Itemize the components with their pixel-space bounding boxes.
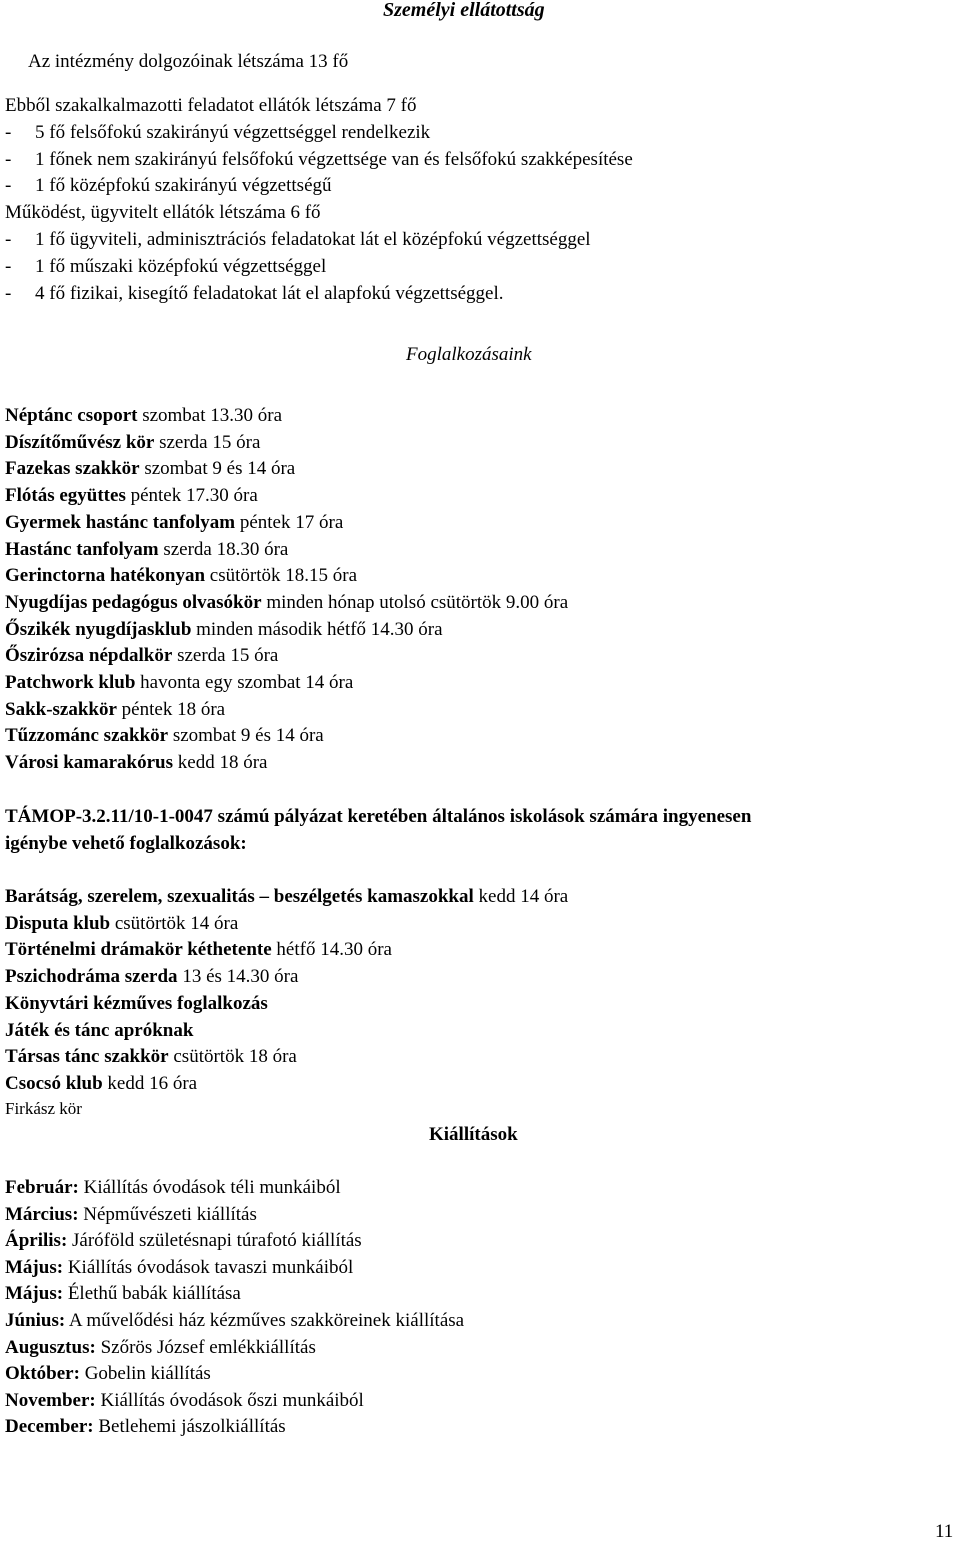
exhibition-item [5, 1391, 364, 1410]
activity-time: szombat 9 és 14 óra [168, 725, 324, 747]
activity-name: Fazekas szakkör [5, 458, 140, 480]
activity-item [5, 540, 288, 559]
staff-line-text: Működést, ügyvitelt ellátók létszáma 6 fő [5, 202, 321, 224]
activity-time: péntek 17.30 óra [125, 485, 258, 507]
exhibitions-title: Kiállítások [429, 1124, 518, 1145]
staff-line-text: 4 fő fizikai, kisegítő feladatokat lát el alapfokú végzettséggel. [35, 282, 504, 304]
staff-line [5, 150, 633, 169]
tamop-item-name: Történelmi drámakör kéthetente [5, 939, 272, 961]
exhibition-text: Kiállítás óvodások őszi munkáiból [95, 1389, 364, 1411]
exhibition-month: Október: [5, 1363, 80, 1385]
exhibition-item [5, 1338, 316, 1357]
activity-name: Díszítőművész kör [5, 431, 155, 453]
exhibition-item [5, 1284, 241, 1303]
exhibition-month: November: [5, 1389, 96, 1411]
exhibition-text: Szőrös József emlékkiállítás [95, 1336, 316, 1358]
activity-time: kedd 18 óra [173, 752, 268, 774]
staff-line-text: 1 fő ügyviteli, adminisztrációs feladatokat lát el középfokú végzettséggel [35, 229, 591, 250]
activity-item [5, 459, 295, 478]
activity-name: Hastánc tanfolyam [5, 538, 159, 560]
activity-item [5, 673, 353, 692]
tamop-item-time: csütörtök 18 óra [168, 1046, 297, 1068]
firkasz-item: Firkász kör [5, 1099, 82, 1118]
activity-item [5, 700, 225, 719]
list-dash: - [5, 121, 12, 143]
staff-line [5, 123, 430, 142]
activity-item [5, 646, 278, 665]
exhibition-text: Járóföld születésnapi túrafotó kiállítás [67, 1230, 362, 1252]
staff-line [5, 284, 504, 303]
tamop-item-name: Könyvtári kézműves foglalkozás [5, 992, 268, 1014]
activity-time: csütörtök 18.15 óra [205, 565, 358, 587]
activity-name: Gyermek hastánc tanfolyam [5, 511, 236, 533]
exhibition-item [5, 1364, 211, 1383]
exhibition-item [5, 1311, 464, 1330]
activity-item [5, 593, 568, 612]
exhibition-text: A művelődési ház kézműves szakköreinek kiállítása [65, 1310, 465, 1331]
tamop-item-name: Játék és tánc apróknak [5, 1019, 194, 1041]
tamop-item [5, 887, 568, 906]
activity-item [5, 433, 260, 452]
list-dash: - [5, 282, 12, 304]
exhibition-item [5, 1178, 341, 1197]
exhibition-month: Március: [5, 1203, 79, 1225]
tamop-item-time: hétfő 14.30 óra [271, 939, 392, 961]
activity-name: Városi kamarakórus [5, 752, 174, 774]
list-dash: - [5, 148, 12, 170]
exhibition-text: Kiállítás óvodások téli munkáiból [78, 1177, 341, 1198]
exhibition-text: Kiállítás óvodások tavaszi munkáiból [63, 1256, 354, 1278]
exhibition-text: Betlehemi jászolkiállítás [93, 1416, 286, 1438]
activity-name: Flótás együttes [5, 485, 126, 507]
activity-name: Nyugdíjas pedagógus olvasókör [5, 591, 262, 613]
tamop-item-name: Barátság, szerelem, szexualitás – beszélgetés kamaszokkal [5, 886, 474, 907]
tamop-item [5, 1047, 297, 1066]
tamop-item-time: kedd 16 óra [102, 1072, 198, 1094]
exhibition-item [5, 1205, 257, 1224]
activity-item [5, 486, 258, 505]
activity-name: Patchwork klub [5, 672, 136, 693]
tamop-item-time: csütörtök 14 óra [110, 912, 239, 934]
staff-line-text: Ebből szakalkalmazotti feladatot ellátók létszáma 7 fő [5, 95, 417, 116]
tamop-item [5, 1074, 197, 1093]
activity-name: Tűzzománc szakkör [5, 725, 169, 747]
staff-line-text: 5 fő felsőfokú szakirányú végzettséggel rendelkezik [35, 121, 431, 143]
exhibition-month: Augusztus: [5, 1336, 96, 1358]
exhibition-month: Június: [5, 1310, 66, 1331]
activity-time: havonta egy szombat 14 óra [135, 672, 354, 693]
activity-time: péntek 18 óra [116, 698, 226, 720]
tamop-item [5, 914, 238, 933]
activity-item [5, 620, 443, 639]
tamop-item [5, 967, 298, 986]
activity-time: minden hónap utolsó csütörtök 9.00 óra [261, 591, 569, 613]
staff-line-text: 1 fő műszaki középfokú végzettséggel [35, 255, 327, 277]
activity-item [5, 513, 343, 532]
staff-line [5, 257, 326, 276]
activity-time: szerda 18.30 óra [158, 538, 289, 560]
exhibition-text: Népművészeti kiállítás [78, 1203, 257, 1225]
tamop-item-name: Disputa klub [5, 912, 111, 934]
activity-item [5, 566, 357, 585]
tamop-item-time: 13 és 14.30 óra [177, 966, 299, 988]
tamop-item [5, 994, 268, 1013]
activity-name: Sakk-szakkör [5, 698, 117, 720]
exhibition-item [5, 1231, 362, 1250]
staff-line-text: 1 főnek nem szakirányú felsőfokú végzettsége van és felsőfokú szakképesítése [35, 148, 633, 170]
list-dash: - [5, 175, 12, 197]
activity-time: péntek 17 óra [235, 511, 344, 533]
tamop-item-name: Társas tánc szakkör [5, 1046, 169, 1068]
staff-line-text: 1 fő középfokú szakirányú végzettségű [35, 175, 332, 197]
tamop-item-name: Csocsó klub [5, 1072, 103, 1094]
activity-name: Gerinctorna hatékonyan [5, 565, 206, 587]
tamop-item-time: kedd 14 óra [473, 886, 569, 907]
activity-time: szerda 15 óra [172, 645, 279, 667]
exhibition-text: Élethű babák kiállítása [63, 1283, 241, 1305]
exhibition-month: December: [5, 1416, 94, 1438]
list-dash: - [5, 229, 12, 250]
staff-line [5, 176, 332, 195]
activity-time: szombat 13.30 óra [137, 405, 283, 426]
staff-line [5, 230, 591, 249]
exhibition-text: Gobelin kiállítás [79, 1363, 211, 1385]
activity-item [5, 406, 282, 425]
activity-name: Néptánc csoport [5, 405, 138, 426]
page-number: 11 [935, 1521, 954, 1542]
staff-line [5, 203, 321, 222]
activities-title: Foglalkozásaink [406, 344, 532, 365]
activity-item [5, 753, 267, 772]
tamop-heading-line1: TÁMOP-3.2.11/10-1-0047 számú pályázat keretében általános iskolások számára ingyenesen [5, 806, 752, 827]
tamop-item-name: Pszichodráma szerda [5, 966, 178, 988]
activity-item [5, 726, 324, 745]
exhibition-item [5, 1258, 353, 1277]
activity-time: minden második hétfő 14.30 óra [191, 618, 443, 640]
exhibition-month: Május: [5, 1283, 64, 1305]
activity-name: Őszirózsa népdalkör [5, 645, 173, 667]
section-heading-staffing: Személyi ellátottság [383, 0, 545, 21]
staff-total: Az intézmény dolgozóinak létszáma 13 fő [28, 51, 349, 72]
exhibition-month: Május: [5, 1256, 64, 1278]
exhibition-month: Április: [5, 1230, 68, 1252]
tamop-item [5, 1021, 193, 1040]
activity-name: Őszikék nyugdíjasklub [5, 618, 192, 640]
exhibition-item [5, 1417, 286, 1436]
list-dash: - [5, 255, 12, 277]
tamop-heading-line2: igénybe vehető foglalkozások: [5, 833, 247, 854]
tamop-item [5, 940, 392, 959]
staff-line [5, 96, 417, 115]
activity-time: szerda 15 óra [154, 431, 261, 453]
exhibition-month: Február: [5, 1177, 79, 1198]
activity-time: szombat 9 és 14 óra [139, 458, 296, 480]
